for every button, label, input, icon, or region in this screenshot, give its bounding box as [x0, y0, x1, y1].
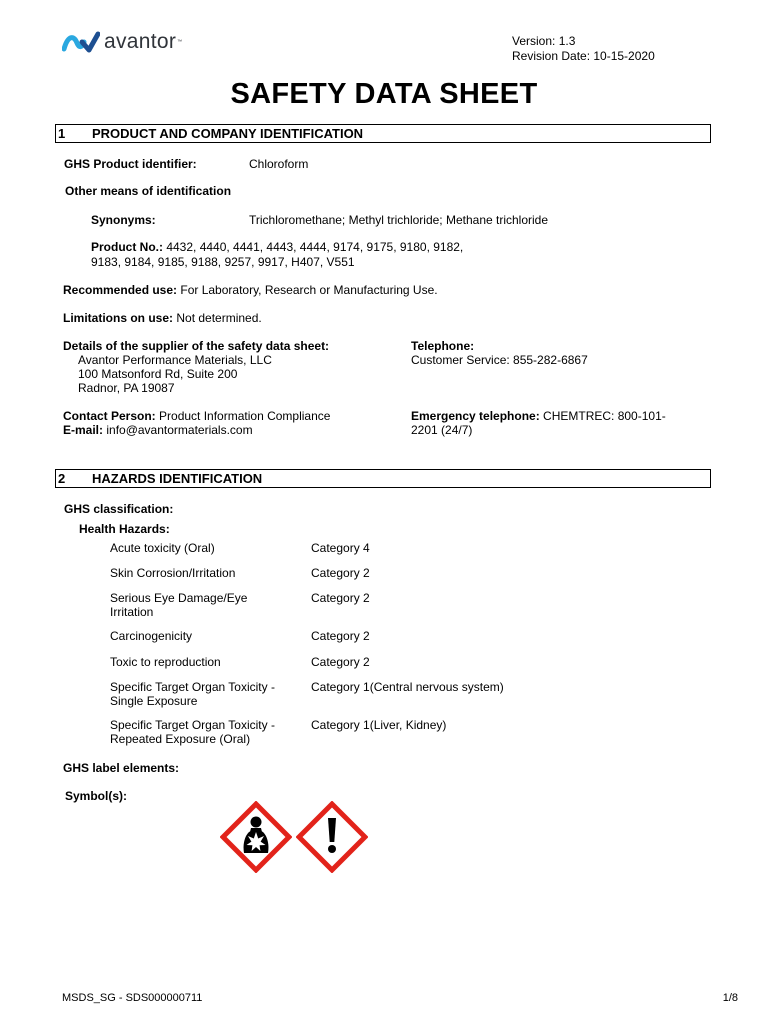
hazard-category: Category 2 — [311, 629, 370, 643]
section-title: PRODUCT AND COMPANY IDENTIFICATION — [92, 126, 364, 141]
version: Version: 1.3 — [512, 34, 576, 48]
hazard-name: Acute toxicity (Oral) — [110, 541, 215, 555]
synonyms-label: Synonyms: — [91, 213, 156, 227]
recommended-use-label: Recommended use: — [63, 283, 178, 297]
emergency-telephone — [411, 409, 666, 423]
ghs-identifier-label: GHS Product identifier: — [64, 157, 197, 171]
section-number: 2 — [58, 471, 66, 486]
limitations-label: Limitations on use: — [63, 311, 174, 325]
hazard-category: Category 1(Liver, Kidney) — [311, 718, 447, 732]
hazard-category: Category 2 — [311, 566, 370, 580]
section-2-header — [55, 469, 711, 488]
hazard-name: Specific Target Organ Toxicity - Single Exposure — [110, 680, 275, 708]
contact-value: Product Information Compliance — [155, 409, 331, 423]
hazard-name: Skin Corrosion/Irritation — [110, 566, 236, 580]
supplier-label: Details of the supplier of the safety data sheet: — [63, 339, 330, 353]
telephone-value: Customer Service: 855-282-6867 — [411, 353, 588, 367]
recommended-use-value: For Laboratory, Research or Manufacturing Use. — [177, 283, 438, 297]
email-label: E-mail: — [63, 423, 104, 437]
emergency-label: Emergency telephone: — [411, 409, 540, 423]
page-number: 1/8 — [722, 992, 738, 1004]
limitations — [63, 311, 262, 325]
email — [63, 423, 253, 437]
emergency-line1: CHEMTREC: 800-101- — [539, 409, 666, 423]
document-id: MSDS_SG - SDS000000711 — [62, 992, 203, 1004]
document-title: SAFETY DATA SHEET — [230, 78, 538, 110]
hazard-category: Category 2 — [311, 655, 370, 669]
avantor-logo — [62, 28, 182, 56]
product-no — [91, 240, 463, 254]
logo-trademark: ™ — [177, 39, 183, 45]
synonyms-value: Trichloromethane; Methyl trichloride; Methane trichloride — [249, 213, 549, 227]
hazard-category: Category 4 — [311, 541, 370, 555]
hazard-name: Serious Eye Damage/Eye Irritation — [110, 591, 248, 619]
supplier-line: 100 Matsonford Rd, Suite 200 — [78, 367, 238, 381]
label-elements-label: GHS label elements: — [63, 761, 180, 775]
ghs-identifier-value: Chloroform — [249, 157, 309, 171]
hazard-name: Specific Target Organ Toxicity - Repeated Exposure (Oral) — [110, 718, 275, 746]
product-no-line2: 9183, 9184, 9185, 9188, 9257, 9917, H407, V551 — [91, 255, 355, 269]
product-no-label: Product No.: — [91, 240, 163, 254]
limitations-value: Not determined. — [173, 311, 262, 325]
section-title: HAZARDS IDENTIFICATION — [92, 471, 263, 486]
hazard-name: Carcinogenicity — [110, 629, 193, 643]
revision-date: Revision Date: 10-15-2020 — [512, 49, 655, 63]
emergency-line2: 2201 (24/7) — [411, 423, 473, 437]
supplier-line: Radnor, PA 19087 — [78, 381, 175, 395]
health-hazard-icon — [220, 801, 292, 873]
email-value: info@avantormaterials.com — [103, 423, 253, 437]
exclamation-mark-icon — [296, 801, 368, 873]
other-means-label: Other means of identification — [65, 184, 232, 198]
avantor-logo-mark-icon — [62, 31, 100, 53]
telephone-label: Telephone: — [411, 339, 475, 353]
product-no-line1: 4432, 4440, 4441, 4443, 4444, 9174, 9175, 9180, 9182, — [163, 240, 464, 254]
health-hazards-label: Health Hazards: — [79, 522, 170, 536]
contact-label: Contact Person: — [63, 409, 156, 423]
section-1-header — [55, 124, 711, 143]
supplier-line: Avantor Performance Materials, LLC — [78, 353, 272, 367]
recommended-use — [63, 283, 438, 297]
ghs-classification-label: GHS classification: — [64, 502, 174, 516]
hazard-category: Category 2 — [311, 591, 370, 605]
logo-text: avantor — [104, 30, 177, 53]
hazard-category: Category 1(Central nervous system) — [311, 680, 504, 694]
hazard-name: Toxic to reproduction — [110, 655, 221, 669]
symbols-label: Symbol(s): — [65, 789, 128, 803]
contact-person — [63, 409, 330, 423]
section-number: 1 — [58, 126, 66, 141]
